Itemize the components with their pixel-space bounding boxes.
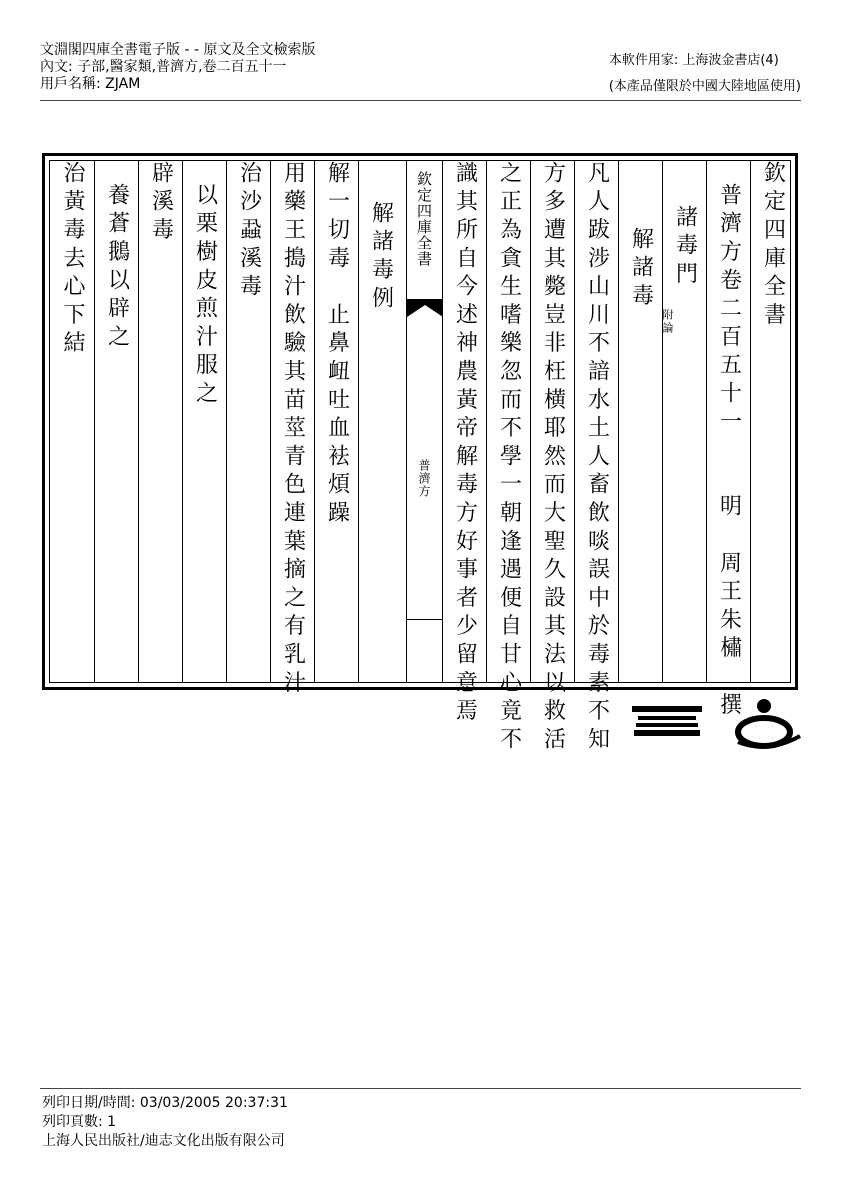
publisher-line: 上海人民出版社/迪志文化出版有限公司 — [42, 1133, 285, 1149]
text-column-r6 — [530, 161, 574, 756]
header-license — [609, 48, 801, 100]
column-annotation: 附論 — [661, 309, 674, 335]
text-column-r4 — [618, 161, 674, 682]
text-column-l4 — [226, 161, 270, 682]
text-column-l5 — [182, 161, 226, 682]
text-column-l8 — [50, 161, 94, 682]
text-column-r1 — [750, 161, 794, 682]
header-divider — [40, 100, 801, 101]
license-region-line: (本產品僅限於中國大陸地區使用) — [608, 79, 801, 94]
text-column-l1 — [358, 161, 402, 682]
text-page-frame — [42, 153, 798, 756]
column-text: 辟溪毒 — [148, 161, 174, 246]
column-text: 凡人跋涉山川不諳水土人畜飲啖誤中於毒素不知 — [584, 161, 610, 756]
header-title-line: 文淵閣四庫全書電子版 - - 原文及全文檢索版 — [40, 42, 316, 58]
column-text: 用藥王搗汁飲驗其苗莖青色連葉摘之有乳汁 — [280, 161, 306, 699]
text-page-grid — [49, 160, 791, 756]
column-text: 解一切毒 止鼻衄吐血袪煩躁 — [324, 161, 350, 529]
column-text: 解諸毒例 — [368, 201, 394, 315]
footer-divider — [40, 1088, 801, 1089]
column-text: 諸毒門 — [672, 205, 698, 290]
text-column-r5 — [574, 161, 618, 756]
fold-book-title: 欽定四庫全書 — [415, 171, 433, 267]
header-content-line: 內文: 子部,醫家類,普濟方,卷二百五十一 — [40, 59, 287, 75]
footer-info — [42, 1094, 288, 1151]
column-text: 方多遭其斃豈非枉横耶然而大聖久設其法以救活 — [540, 161, 566, 756]
header-info — [40, 42, 315, 93]
print-page-count: 列印頁數: 1 — [42, 1114, 117, 1130]
text-column-r2 — [706, 161, 750, 721]
text-column-l6 — [138, 161, 182, 682]
text-column-r8 — [442, 161, 486, 727]
column-text: 之正為貪生嗜樂忽而不學一朝逢遇便自甘心竟不 — [496, 161, 522, 756]
text-column-l7 — [94, 161, 138, 682]
dizhi-logo-icon — [734, 692, 802, 756]
column-text: 養蒼鵝以辟之 — [104, 183, 130, 353]
column-text: 普濟方卷二百五十一 明 周王朱橚 撰 — [716, 183, 742, 721]
text-column-l2 — [314, 161, 358, 682]
fishtail-mark-icon — [407, 299, 443, 317]
text-column-r3 — [662, 161, 706, 682]
column-text: 解諸毒 — [628, 227, 654, 312]
column-text: 治黃毒去心下結 — [60, 161, 85, 360]
fold-volume-title: 普濟方 — [417, 459, 431, 498]
header-user-line: 用戶名稱: ZJAM — [40, 76, 141, 92]
column-text: 欽定四庫全書 — [760, 161, 786, 331]
fold-rule — [407, 619, 442, 620]
column-text: 識其所自今述神農黃帝解毒方好事者少留意焉 — [452, 161, 478, 727]
print-datetime: 列印日期/時間: 03/03/2005 20:37:31 — [42, 1095, 288, 1111]
column-text: 治沙蝨溪毒 — [236, 161, 262, 303]
publisher-logo-icon — [632, 692, 702, 746]
center-fold — [406, 161, 442, 682]
text-column-l3 — [270, 161, 314, 699]
license-user-line: 本軟件用家: 上海波金書店(4) — [608, 53, 779, 68]
text-column-r7 — [486, 161, 530, 756]
column-text: 以栗樹皮煎汁服之 — [192, 183, 218, 410]
